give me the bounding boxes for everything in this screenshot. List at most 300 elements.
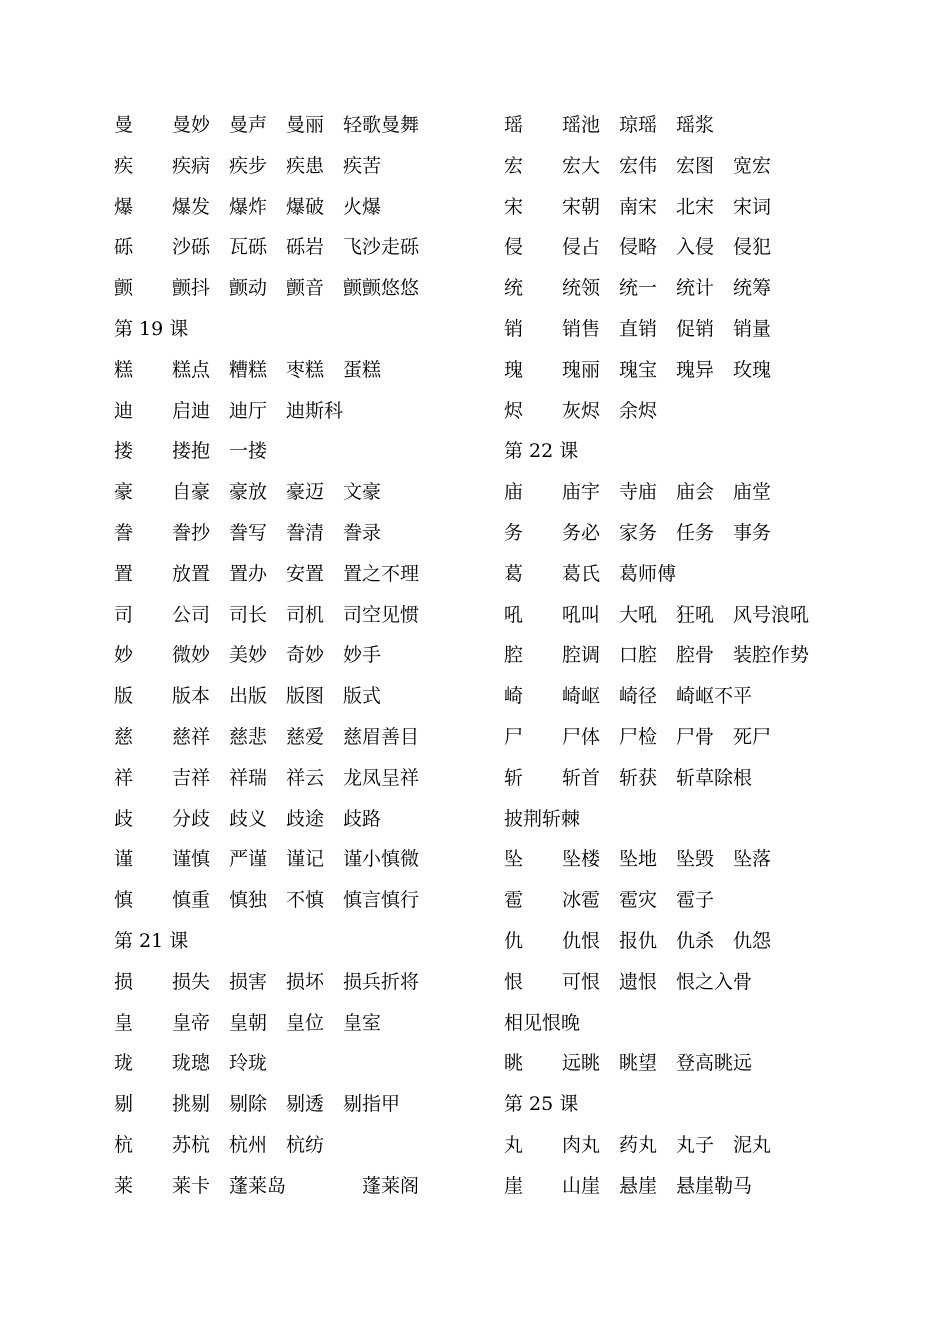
vocab-word: 文豪 <box>343 481 382 504</box>
vocab-character: 销 <box>504 317 524 340</box>
vocab-word: 枣糕 <box>286 358 325 381</box>
vocab-word: 吉祥 <box>172 766 211 789</box>
vocab-word: 置办 <box>229 562 268 585</box>
vocab-character: 慈 <box>114 725 134 748</box>
vocab-row <box>114 1125 484 1166</box>
vocab-word: 皇帝 <box>172 1011 211 1034</box>
vocab-word: 寺庙 <box>619 481 658 504</box>
vocab-word: 尸检 <box>619 725 658 748</box>
vocab-word: 置之不理 <box>343 562 420 585</box>
vocab-row <box>114 676 484 717</box>
vocab-word: 眺望 <box>619 1052 658 1075</box>
vocab-word: 司长 <box>229 603 268 626</box>
vocab-word: 损害 <box>229 970 268 993</box>
vocab-word: 慎独 <box>229 889 268 912</box>
lesson-heading: 第 21 课 <box>114 929 189 952</box>
vocab-word: 严谨 <box>229 848 268 871</box>
vocab-word: 谨慎 <box>172 848 211 871</box>
vocab-word: 谨小慎微 <box>343 848 420 871</box>
vocab-word: 坠毁 <box>676 848 715 871</box>
vocab-row <box>114 595 484 636</box>
vocab-word: 庙堂 <box>733 481 772 504</box>
vocab-word: 山崖 <box>562 1174 601 1197</box>
vocab-word: 瑰异 <box>676 358 715 381</box>
vocab-word-list <box>562 472 790 513</box>
vocab-word: 版本 <box>172 685 211 708</box>
vocab-word: 慈爱 <box>286 725 325 748</box>
vocab-word: 豪放 <box>229 481 268 504</box>
vocab-word-list <box>562 105 733 146</box>
vocab-word: 悬崖 <box>619 1174 658 1197</box>
vocab-word-list <box>172 1084 419 1125</box>
vocab-word: 慎言慎行 <box>343 889 420 912</box>
vocab-word: 誊录 <box>343 521 382 544</box>
vocab-word-list <box>172 105 438 146</box>
vocab-word: 蛋糕 <box>343 358 382 381</box>
vocab-word: 妙手 <box>343 644 382 667</box>
vocab-word: 歧途 <box>286 807 325 830</box>
vocab-row <box>114 554 484 595</box>
vocab-row <box>504 309 904 350</box>
vocab-word: 飞沙走砾 <box>343 236 420 259</box>
vocab-row <box>114 268 484 309</box>
vocab-word: 颤抖 <box>172 277 211 300</box>
vocab-character: 宋 <box>504 195 524 218</box>
vocab-word: 珑璁 <box>172 1052 211 1075</box>
vocab-row <box>504 227 904 268</box>
vocab-character: 颤 <box>114 277 134 300</box>
vocab-character: 丸 <box>504 1133 524 1156</box>
vocab-word: 余烬 <box>619 399 658 422</box>
vocab-word: 仇杀 <box>676 929 715 952</box>
vocab-word-list <box>562 880 733 921</box>
vocab-character: 仇 <box>504 929 524 952</box>
vocab-word: 曼妙 <box>172 114 211 136</box>
vocab-word-list <box>172 227 438 268</box>
vocab-word-list <box>562 839 790 880</box>
vocab-word-list <box>562 391 676 432</box>
vocab-word: 坠楼 <box>562 848 601 871</box>
vocab-word: 迪厅 <box>229 399 268 422</box>
vocab-word: 豪迈 <box>286 481 325 504</box>
vocab-word: 誊清 <box>286 521 325 544</box>
vocab-word: 杭纺 <box>286 1133 325 1156</box>
vocab-word-list <box>562 268 790 309</box>
vocab-row <box>504 758 904 799</box>
vocab-word: 蓬莱岛 <box>229 1174 287 1197</box>
vocab-word: 皇室 <box>343 1011 382 1034</box>
vocab-character: 崎 <box>504 685 524 708</box>
vocab-word: 瑶浆 <box>676 114 715 136</box>
vocab-character: 谨 <box>114 848 134 871</box>
vocab-word: 泥丸 <box>733 1133 772 1156</box>
vocab-row <box>114 839 484 880</box>
vocab-row <box>114 431 484 472</box>
vocab-row <box>504 717 904 758</box>
vocab-word-list <box>562 309 790 350</box>
vocab-word: 火爆 <box>343 195 382 218</box>
vocab-word: 家务 <box>619 521 658 544</box>
vocab-word: 美妙 <box>229 644 268 667</box>
vocab-word: 悬崖勒马 <box>676 1174 753 1197</box>
vocab-word: 安置 <box>286 562 325 585</box>
vocab-word: 宏伟 <box>619 154 658 177</box>
vocab-word: 挑剔 <box>172 1093 211 1116</box>
vocab-word: 沙砾 <box>172 236 211 259</box>
lesson-heading-row <box>504 431 904 472</box>
vocab-character: 置 <box>114 562 134 585</box>
vocab-word-list <box>172 1125 343 1166</box>
vocab-character: 莱 <box>114 1174 134 1197</box>
vocab-row <box>504 595 904 636</box>
vocab-word: 歧义 <box>229 807 268 830</box>
vocab-word: 销量 <box>733 317 772 340</box>
vocab-word: 吼叫 <box>562 603 601 626</box>
vocab-word: 玲珑 <box>229 1052 268 1075</box>
vocab-row <box>114 635 484 676</box>
vocab-word: 装腔作势 <box>733 644 810 667</box>
vocab-word-list <box>562 962 771 1003</box>
vocab-word: 尸体 <box>562 725 601 748</box>
vocab-word: 腔骨 <box>676 644 715 667</box>
vocab-character: 豪 <box>114 481 134 504</box>
vocab-word-list <box>562 1166 771 1207</box>
vocab-word: 统一 <box>619 277 658 300</box>
vocab-word: 慈悲 <box>229 725 268 748</box>
vocab-word: 雹灾 <box>619 889 658 912</box>
vocab-character: 皇 <box>114 1011 134 1034</box>
idiom-text: 相见恨晚 <box>504 1011 581 1034</box>
vocab-word: 爆炸 <box>229 195 268 218</box>
vocab-word-list <box>562 595 828 636</box>
vocab-word-list <box>172 635 400 676</box>
vocab-word: 统计 <box>676 277 715 300</box>
vocab-word: 冰雹 <box>562 889 601 912</box>
vocab-word: 丸子 <box>676 1133 715 1156</box>
vocab-row <box>504 635 904 676</box>
vocab-character: 斩 <box>504 766 524 789</box>
vocab-word: 奇妙 <box>286 644 325 667</box>
vocab-word: 蓬莱阁 <box>362 1174 420 1197</box>
vocab-word: 瓦砾 <box>229 236 268 259</box>
vocab-word: 慈眉善目 <box>343 725 420 748</box>
vocab-word: 砾岩 <box>286 236 325 259</box>
vocab-word: 糕点 <box>172 358 211 381</box>
vocab-word: 统领 <box>562 277 601 300</box>
vocab-word: 庙会 <box>676 481 715 504</box>
vocab-word: 爆发 <box>172 195 211 218</box>
vocab-row <box>114 105 484 146</box>
vocab-character: 杭 <box>114 1133 134 1156</box>
vocab-word: 恨之入骨 <box>676 970 753 993</box>
vocab-character: 剔 <box>114 1093 134 1116</box>
vocab-row <box>114 187 484 228</box>
vocab-word: 可恨 <box>562 970 601 993</box>
vocab-word-list <box>172 472 400 513</box>
vocab-word: 事务 <box>733 521 772 544</box>
vocab-row <box>504 554 904 595</box>
vocab-word-list <box>172 880 438 921</box>
vocab-character: 腔 <box>504 644 524 667</box>
vocab-word: 颤音 <box>286 277 325 300</box>
vocab-word-list <box>172 799 400 840</box>
idiom-text: 披荆斩棘 <box>504 807 581 830</box>
vocab-word: 侵犯 <box>733 236 772 259</box>
vocab-word: 远眺 <box>562 1052 601 1075</box>
vocab-word: 报仇 <box>619 929 658 952</box>
vocab-row <box>114 758 484 799</box>
vocab-row <box>504 513 904 554</box>
vocab-word: 搂抱 <box>172 440 211 463</box>
vocab-word-list <box>562 146 790 187</box>
vocab-word: 斩获 <box>619 766 658 789</box>
vocab-word-list <box>172 513 400 554</box>
vocab-character: 糕 <box>114 358 134 381</box>
vocab-character: 尸 <box>504 725 524 748</box>
vocab-row <box>504 268 904 309</box>
vocab-row <box>504 350 904 391</box>
vocab-word: 药丸 <box>619 1133 658 1156</box>
vocab-character: 爆 <box>114 195 134 218</box>
vocab-word: 版式 <box>343 685 382 708</box>
vocab-word: 腔调 <box>562 644 601 667</box>
vocab-word: 誊写 <box>229 521 268 544</box>
vocab-word: 公司 <box>172 603 211 626</box>
vocab-word: 任务 <box>676 521 715 544</box>
vocab-word-list <box>172 1003 400 1044</box>
vocab-word: 仇恨 <box>562 929 601 952</box>
vocab-word: 葛师傅 <box>619 562 677 585</box>
vocab-row <box>114 146 484 187</box>
vocab-word: 龙凤呈祥 <box>343 766 420 789</box>
vocab-word: 统筹 <box>733 277 772 300</box>
vocab-word: 务必 <box>562 521 601 544</box>
vocab-word: 疾患 <box>286 154 325 177</box>
vocab-character: 瑶 <box>504 114 524 136</box>
vocab-word: 损兵折将 <box>343 970 420 993</box>
vocab-word: 慎重 <box>172 889 211 912</box>
vocab-word: 尸骨 <box>676 725 715 748</box>
vocab-word: 宏大 <box>562 154 601 177</box>
vocab-word: 糟糕 <box>229 358 268 381</box>
vocab-word: 莱卡 <box>172 1174 211 1197</box>
vocab-character: 迪 <box>114 399 134 422</box>
vocab-character: 妙 <box>114 644 134 667</box>
vocab-word: 慈祥 <box>172 725 211 748</box>
vocab-word: 宋朝 <box>562 195 601 218</box>
vocab-row <box>114 350 484 391</box>
vocab-word: 疾病 <box>172 154 211 177</box>
vocab-word-list <box>172 717 438 758</box>
vocab-word: 风号浪吼 <box>733 603 810 626</box>
vocab-word: 曼丽 <box>286 114 325 136</box>
vocab-character: 崖 <box>504 1174 524 1197</box>
vocab-word-list <box>562 717 790 758</box>
vocab-word: 疾苦 <box>343 154 382 177</box>
vocab-character: 雹 <box>504 889 524 912</box>
vocab-character: 葛 <box>504 562 524 585</box>
vocab-row <box>504 1043 904 1084</box>
vocab-word: 遗恨 <box>619 970 658 993</box>
vocab-word: 损坏 <box>286 970 325 993</box>
vocab-word: 死尸 <box>733 725 772 748</box>
vocab-word: 大吼 <box>619 603 658 626</box>
vocab-word-list <box>172 1043 286 1084</box>
vocab-character: 疾 <box>114 154 134 177</box>
vocab-word: 出版 <box>229 685 268 708</box>
vocab-word: 入侵 <box>676 236 715 259</box>
vocab-word: 崎岖不平 <box>676 685 753 708</box>
vocab-word-list <box>172 839 438 880</box>
vocab-character: 誊 <box>114 521 134 544</box>
vocab-row <box>114 472 484 513</box>
vocab-word-list <box>562 554 695 595</box>
vocab-character: 曼 <box>114 114 134 136</box>
vocab-character: 瑰 <box>504 358 524 381</box>
vocab-row <box>114 717 484 758</box>
vocab-row <box>504 921 904 962</box>
vocab-word-list <box>562 350 790 391</box>
vocab-word: 宽宏 <box>733 154 772 177</box>
vocab-character: 版 <box>114 685 134 708</box>
left-column <box>114 105 484 1207</box>
vocab-row <box>114 880 484 921</box>
vocab-word: 瑶池 <box>562 114 601 136</box>
vocab-word: 杭州 <box>229 1133 268 1156</box>
vocab-word: 崎岖 <box>562 685 601 708</box>
vocab-word: 销售 <box>562 317 601 340</box>
vocab-word: 谨记 <box>286 848 325 871</box>
vocab-word: 琼瑶 <box>619 114 658 136</box>
vocab-word: 剔指甲 <box>343 1093 401 1116</box>
vocab-word-list <box>172 391 362 432</box>
vocab-row <box>504 676 904 717</box>
vocab-word: 玫瑰 <box>733 358 772 381</box>
vocab-word: 瑰丽 <box>562 358 601 381</box>
vocab-character: 搂 <box>114 440 134 463</box>
vocab-row <box>504 962 904 1003</box>
vocab-word: 自豪 <box>172 481 211 504</box>
vocab-word-list <box>172 268 438 309</box>
vocab-character: 眺 <box>504 1052 524 1075</box>
vocab-word: 不慎 <box>286 889 325 912</box>
vocab-character: 司 <box>114 603 134 626</box>
vocab-word: 南宋 <box>619 195 658 218</box>
vocab-word-list <box>172 1166 438 1207</box>
vocab-row <box>504 1166 904 1207</box>
vocab-word: 皇朝 <box>229 1011 268 1034</box>
vocab-word-list <box>172 187 400 228</box>
vocab-row <box>114 227 484 268</box>
vocab-word: 损失 <box>172 970 211 993</box>
vocab-row <box>114 1084 484 1125</box>
vocab-word: 皇位 <box>286 1011 325 1034</box>
vocab-character: 歧 <box>114 807 134 830</box>
vocab-word: 歧路 <box>343 807 382 830</box>
vocab-character: 庙 <box>504 481 524 504</box>
vocab-character: 坠 <box>504 848 524 871</box>
vocab-word: 迪斯科 <box>286 399 344 422</box>
lesson-heading-row <box>114 309 484 350</box>
vocab-word: 苏杭 <box>172 1133 211 1156</box>
vocab-row <box>114 1166 484 1207</box>
vocab-word: 版图 <box>286 685 325 708</box>
vocab-word: 坠地 <box>619 848 658 871</box>
vocab-row <box>114 1043 484 1084</box>
vocab-row <box>114 513 484 554</box>
vocab-word: 肉丸 <box>562 1133 601 1156</box>
lesson-heading: 第 19 课 <box>114 317 189 340</box>
vocab-word: 崎径 <box>619 685 658 708</box>
vocab-word: 雹子 <box>676 889 715 912</box>
vocab-character: 恨 <box>504 970 524 993</box>
vocab-word: 宏图 <box>676 154 715 177</box>
vocab-row <box>504 472 904 513</box>
vocab-character: 统 <box>504 277 524 300</box>
vocab-word: 侵占 <box>562 236 601 259</box>
vocab-word-list <box>562 187 790 228</box>
vocab-row <box>114 799 484 840</box>
idiom-continuation-row <box>504 1003 904 1044</box>
vocab-word: 祥瑞 <box>229 766 268 789</box>
vocab-row <box>504 391 904 432</box>
vocab-word: 微妙 <box>172 644 211 667</box>
vocab-word-list <box>172 595 438 636</box>
vocab-word: 祥云 <box>286 766 325 789</box>
vocab-word-list <box>172 676 400 717</box>
vocab-word: 颤颤悠悠 <box>343 277 420 300</box>
vocab-word: 剔除 <box>229 1093 268 1116</box>
vocab-word: 放置 <box>172 562 211 585</box>
idiom-continuation-row <box>504 799 904 840</box>
vocab-character: 侵 <box>504 236 524 259</box>
vocab-word: 颤动 <box>229 277 268 300</box>
vocab-word: 葛氏 <box>562 562 601 585</box>
vocab-word: 宋词 <box>733 195 772 218</box>
vocab-word: 轻歌曼舞 <box>343 114 420 136</box>
vocab-word: 促销 <box>676 317 715 340</box>
vocab-word-list <box>562 676 771 717</box>
vocab-word-list <box>562 227 790 268</box>
right-column <box>504 105 904 1207</box>
vocab-word-list <box>562 1043 771 1084</box>
vocab-word-list <box>172 350 400 391</box>
vocab-word-list <box>562 921 790 962</box>
vocab-word: 侵略 <box>619 236 658 259</box>
vocab-word: 剔透 <box>286 1093 325 1116</box>
lesson-heading: 第 22 课 <box>504 440 579 463</box>
vocab-word: 登高眺远 <box>676 1052 753 1075</box>
lesson-heading: 第 25 课 <box>504 1093 579 1116</box>
vocab-row <box>504 880 904 921</box>
vocab-character: 宏 <box>504 154 524 177</box>
vocab-word: 司机 <box>286 603 325 626</box>
vocab-character: 慎 <box>114 889 134 912</box>
vocab-word: 爆破 <box>286 195 325 218</box>
vocab-character: 损 <box>114 970 134 993</box>
vocab-character: 祥 <box>114 766 134 789</box>
vocab-word: 斩首 <box>562 766 601 789</box>
vocab-row <box>504 1125 904 1166</box>
vocab-word: 启迪 <box>172 399 211 422</box>
vocab-word: 灰烬 <box>562 399 601 422</box>
vocab-word: 坠落 <box>733 848 772 871</box>
vocab-word: 疾步 <box>229 154 268 177</box>
vocab-character: 珑 <box>114 1052 134 1075</box>
vocab-row <box>114 391 484 432</box>
vocab-word: 誊抄 <box>172 521 211 544</box>
lesson-heading-row <box>114 921 484 962</box>
